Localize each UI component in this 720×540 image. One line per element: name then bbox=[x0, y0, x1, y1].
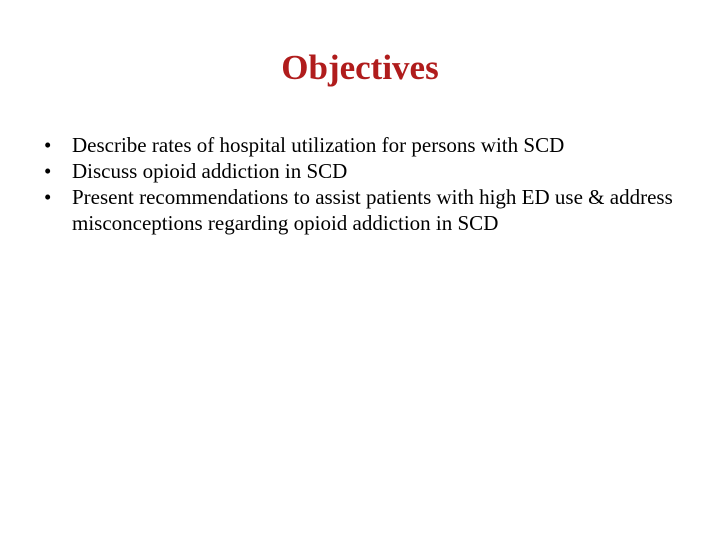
bullet-icon: • bbox=[44, 133, 52, 157]
bullet-icon: • bbox=[44, 185, 52, 209]
bullet-text: Discuss opioid addiction in SCD bbox=[72, 159, 348, 183]
bullet-text: Present recommendations to assist patients with high ED use & address misconceptions regarding opioid addiction in SCD bbox=[72, 185, 673, 235]
bullet-text: Describe rates of hospital utilization for persons with SCD bbox=[72, 133, 565, 157]
bullet-list bbox=[44, 132, 684, 236]
bullet-item bbox=[44, 158, 684, 184]
bullet-icon: • bbox=[44, 159, 52, 183]
bullet-item bbox=[44, 184, 684, 236]
slide-title: Objectives bbox=[281, 48, 439, 87]
bullet-item bbox=[44, 132, 684, 158]
